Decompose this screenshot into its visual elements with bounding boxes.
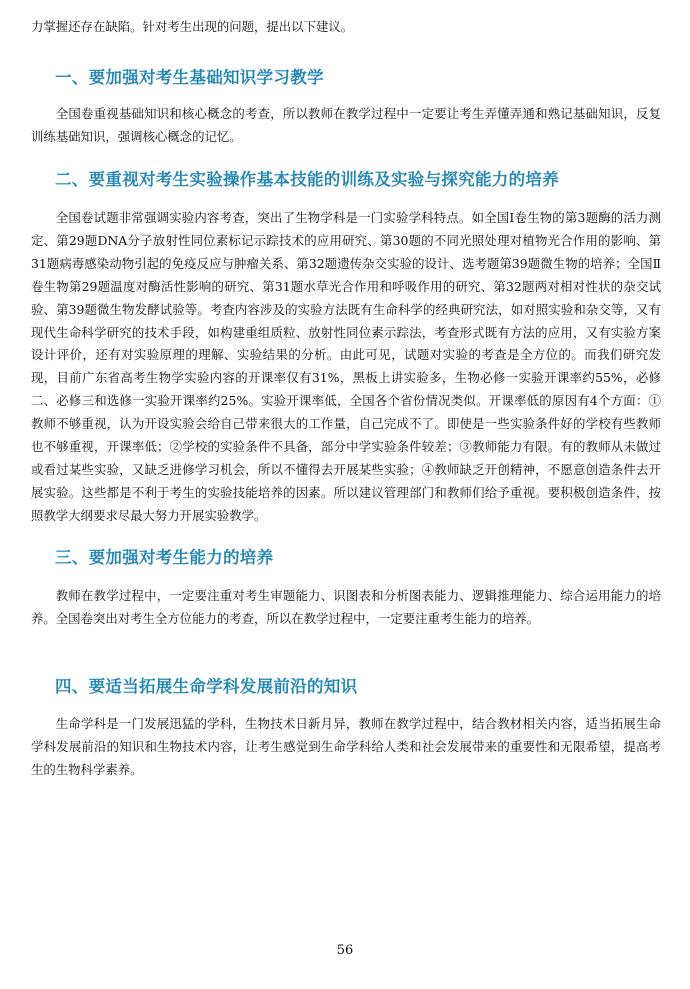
section-paragraph-4: 生命学科是一门发展迅猛的学科，生物技术日新月异，教师在教学过程中，结合教材相关内容，适当拓展生命学科发展前沿的知识和生物技术内容，让考生感觉到生命学科给人类和社会发展带来的重要性和无限希望，提高考生的生物科学素养。 bbox=[31, 716, 661, 777]
section-heading-4: 四、要适当拓展生命学科发展前沿的知识 bbox=[55, 677, 358, 696]
section-paragraph-2: 全国卷试题非常强调实验内容考查，突出了生物学科是一门实验学科特点。如全国Ⅰ卷生物的第3题酶的活力测定、第29题DNA分子放射性同位素标记示踪技术的应用研究、第30题的不同光照处理对植物光合作用的影响、第31题病毒感染动物引起的免疫反应与肿瘤关系、第32题遗传杂交实验的设计、选考题第39题微生物的培养；全国Ⅱ卷生物第29题温度对酶活性影响的研究、第31题水草光合作用和呼吸作用的研究、第32题两对相对性状的杂交试验、第39题微生物发酵试验等。考查内容涉及的实验方法既有生命科学的经典研究法，如对照实验和杂交等，又有现代生命科学研究的技术手段，如构建重组质粒、放射性同位素示踪法，考查形式既有方法的应用，又有实验方案设计评价，还有对实验原理的理解、实验结果的分析。由此可见，试题对实验的考查是全方位的。而我们研究发现，目前广东省高考生物学实验内容的开课率仅有31%，黑板上讲实验多，生物必修一实验开课率约55%，必修二、必修三和选修一实验开课率约25%。实验开课率低，全国各个省份情况类似。开课率低的原因有4个方面：①教师不够重视，认为开设实验会给自己带来很大的工作量，自己完成不了。即使是一些实验条件好的学校有些教师也不够重视，开课率低；②学校的实验条件不具备，部分中学实验条件较差；③教师能力有限。有的教师从未做过或看过某些实验，又缺乏进修学习机会，所以不懂得去开展某些实验；④教师缺乏开创精神，不愿意创造条件去开展实验。这些都是不利于考生的实验技能培养的因素。所以建议管理部门和教师们给予重视。要积极创造条件，按照教学大纲要求尽最大努力开展实验教学。 bbox=[31, 210, 661, 523]
page-number: 56 bbox=[336, 943, 354, 958]
lead-text: 力掌握还存在缺陷。针对考生出现的问题，提出以下建议。 bbox=[31, 19, 354, 34]
section-heading-1: 一、要加强对考生基础知识学习教学 bbox=[55, 68, 324, 87]
section-heading-2: 二、要重视对考生实验操作基本技能的训练及实验与探究能力的培养 bbox=[55, 170, 559, 189]
section-paragraph-3: 教师在教学过程中，一定要注重对考生审题能力、识图表和分析图表能力、逻辑推理能力、综合运用能力的培养。全国卷突出对考生全方位能力的考查，所以在教学过程中，一定要注重考生能力的培养。 bbox=[31, 588, 661, 626]
section-paragraph-1: 全国卷重视基础知识和核心概念的考查，所以教师在教学过程中一定要让考生弄懂弄通和熟记基础知识，反复训练基础知识，强调核心概念的记忆。 bbox=[31, 106, 661, 144]
section-heading-3: 三、要加强对考生能力的培养 bbox=[55, 548, 274, 567]
